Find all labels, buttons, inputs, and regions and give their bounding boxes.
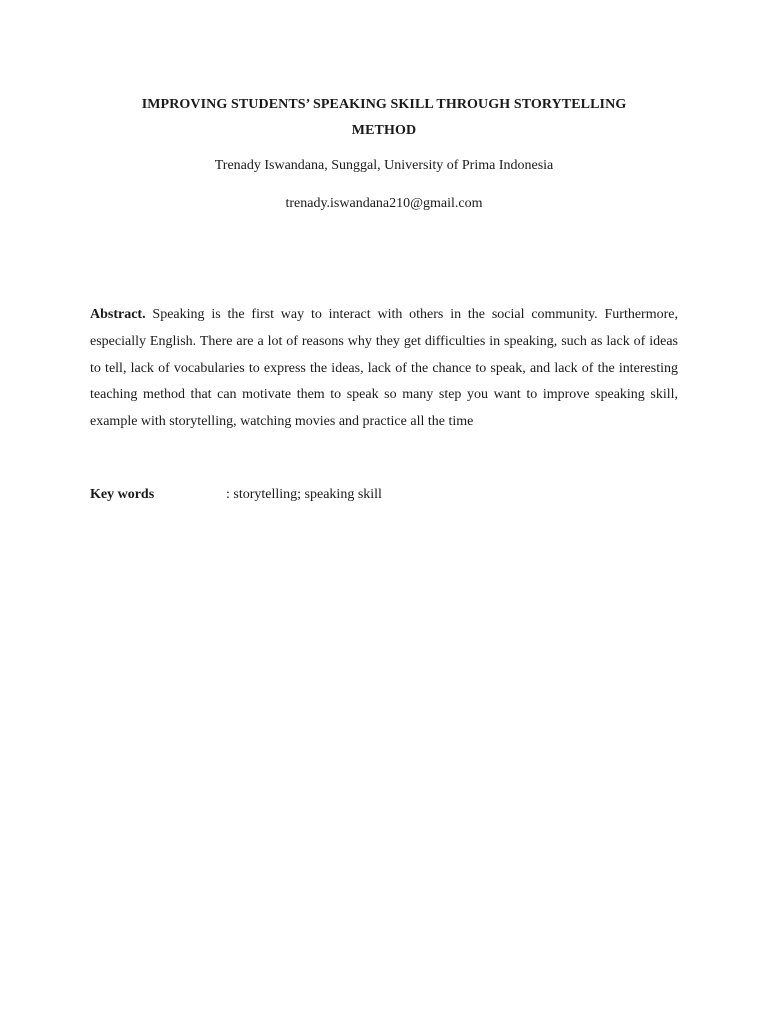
paper-title-line-1: IMPROVING STUDENTS’ SPEAKING SKILL THROUGH STORYTELLING bbox=[141, 97, 627, 112]
keywords-value: : storytelling; speaking skill bbox=[226, 487, 382, 502]
keywords-line bbox=[90, 484, 678, 506]
paper-title bbox=[100, 92, 668, 144]
author-email: trenady.iswandana210@gmail.com bbox=[285, 196, 483, 211]
abstract-text: Speaking is the first way to interact with others in the social community. Furthermore, especially English. There are a lot of reasons why they get difficulties in speaking, such as lack of ideas to tell, lack of vocabularies to express the ideas, lack of the chance to speak, and lack of the interesting teaching method that can motivate them to speak so many step you want to improve speaking skill, example with storytelling, watching movies and practice all the time bbox=[90, 307, 678, 430]
keywords-label: Key words bbox=[90, 487, 155, 502]
paper-title-line-2: METHOD bbox=[351, 123, 417, 138]
abstract-label: Abstract. bbox=[90, 307, 153, 322]
author-affiliation: Trenady Iswandana, Sunggal, University of Prima Indonesia bbox=[214, 158, 554, 173]
abstract-paragraph bbox=[90, 302, 678, 436]
